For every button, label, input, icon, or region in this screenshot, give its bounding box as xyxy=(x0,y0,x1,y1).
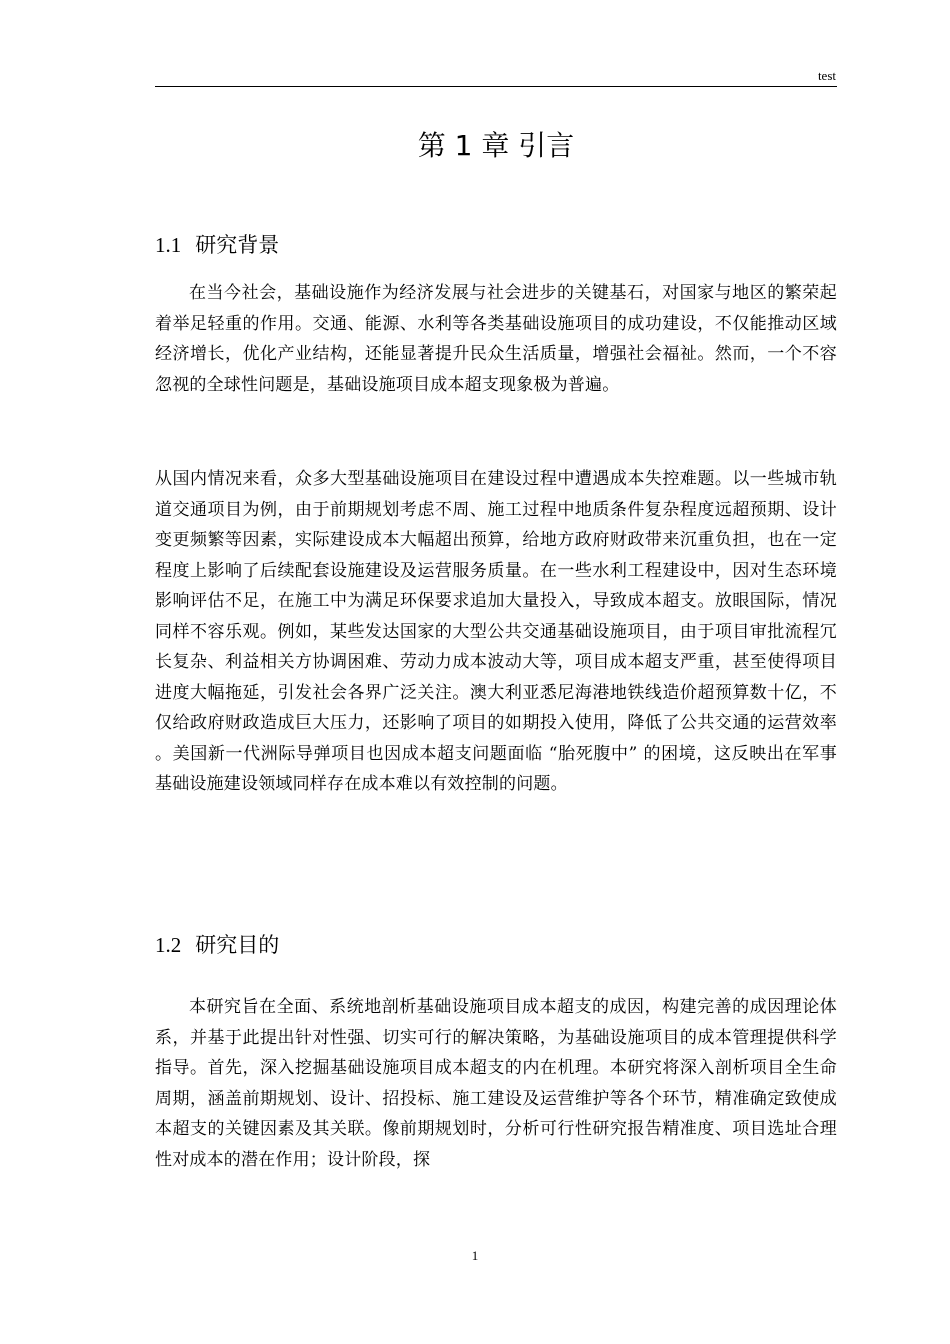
paragraph: 在当今社会，基础设施作为经济发展与社会进步的关键基石，对国家与地区的繁荣起着举足轻重的作用。交通、能源、水利等各类基础设施项目的成功建设，不仅能推动区域经济增长，优化产业结构，还能显著提升民众生活质量，增强社会福祉。然而，一个不容忽视的全球性问题是，基础设施项目成本超支现象极为普遍。 xyxy=(155,283,837,395)
section-title: 研究背景 xyxy=(195,233,280,257)
section-heading-1-1 xyxy=(155,230,279,260)
section-number: 1.2 xyxy=(155,933,182,957)
section-number: 1.1 xyxy=(155,233,182,257)
section-heading-1-2 xyxy=(155,930,279,960)
header-rule xyxy=(155,86,837,87)
section-title: 研究目的 xyxy=(195,933,280,957)
paragraph: 从国内情况来看，众多大型基础设施项目在建设过程中遭遇成本失控难题。以一些城市轨道交通项目为例，由于前期规划考虑不周、施工过程中地质条件复杂程度远超预期、设计变更频繁等因素，实际建设成本大幅超出预算，给地方政府财政带来沉重负担，也在一定程度上影响了后续配套设施建设及运营服务质量。在一些水利工程建设中，因对生态环境影响评估不足，在施工中为满足环保要求追加大量投入，导致成本超支。放眼国际，情况同样不容乐观。例如，某些发达国家的大型公共交通基础设施项目，由于项目审批流程冗长复杂、利益相关方协调困难、劳动力成本波动大等，项目成本超支严重，甚至使得项目进度大幅拖延，引发社会各界广泛关注。澳大利亚悉尼海港地铁线造价超预算数十亿，不仅给政府财政造成巨大压力，还影响了项目的如期投入使用，降低了公共交通的运营效率 。美国新一代洲际导弹项目也因成本超支问题面临 “胎死腹中” 的困境，这反映出在军事基础设施建设领域同样存在成本难以有效控制的问题。 xyxy=(155,469,837,794)
chapter-title: 第 1 章 引言 xyxy=(417,129,575,162)
page-number: 1 xyxy=(471,1248,479,1263)
paragraph: 本研究旨在全面、系统地剖析基础设施项目成本超支的成因，构建完善的成因理论体系，并基于此提出针对性强、切实可行的解决策略，为基础设施项目的成本管理提供科学指导。首先，深入挖掘基础设施项目成本超支的内在机理。本研究将深入剖析项目全生命周期，涵盖前期规划、设计、招投标、施工建设及运营维护等各个环节，精准确定致使成本超支的关键因素及其关联。像前期规划时，分析可行性研究报告精准度、项目选址合理性对成本的潜在作用；设计阶段，探 xyxy=(155,997,837,1170)
header-text: test xyxy=(817,68,836,83)
